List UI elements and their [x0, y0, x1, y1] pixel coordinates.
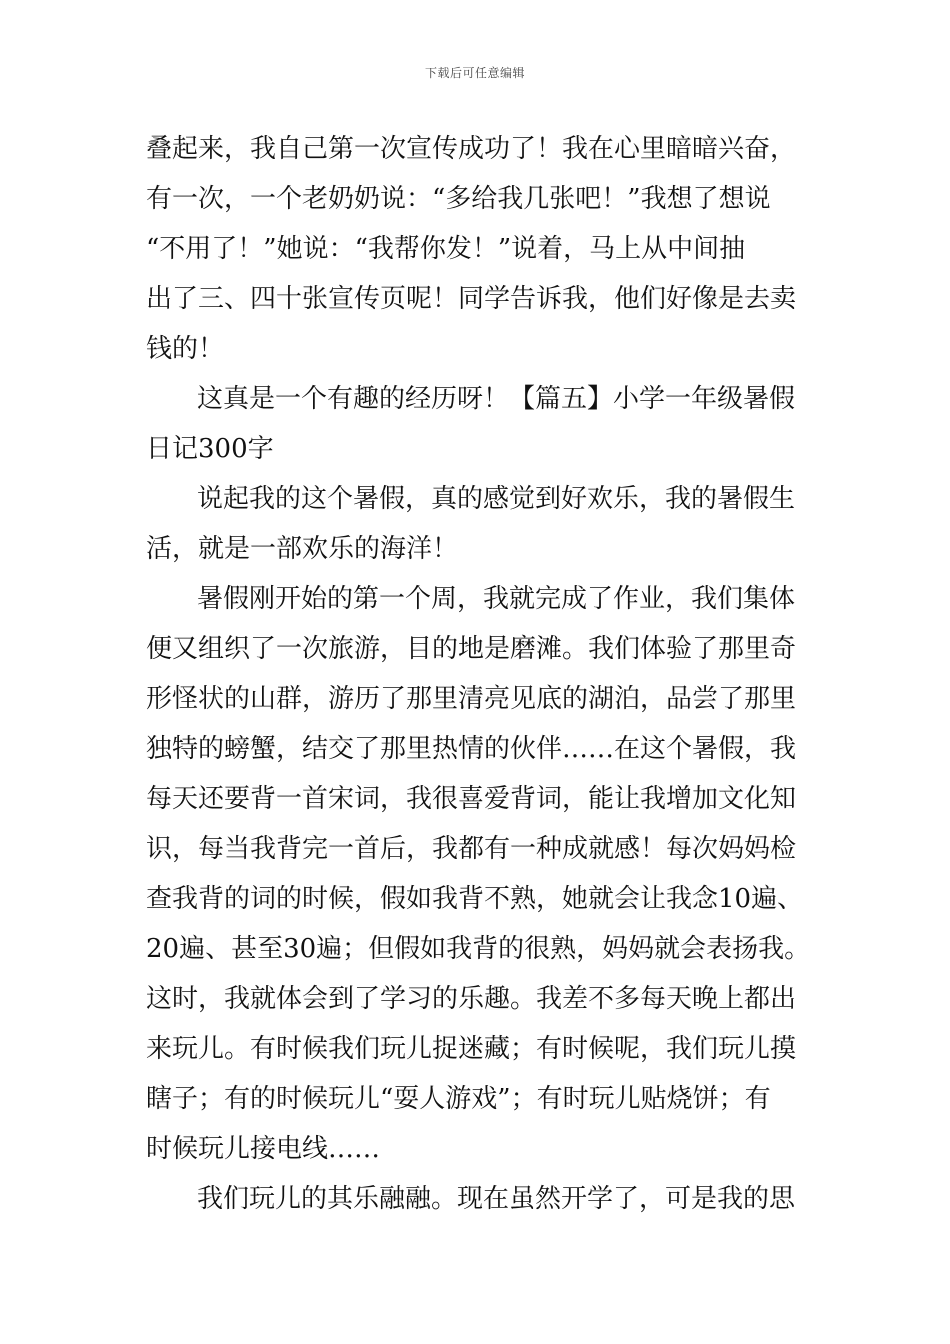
text-line: 活，就是一部欢乐的海洋！ [146, 534, 459, 564]
paragraph-first-line: 我们玩儿的其乐融融。现在虽然开学了，可是我的思 [197, 1184, 796, 1214]
paragraph-first-line: 这真是一个有趣的经历呀！【篇五】小学一年级暑假 [197, 384, 796, 414]
text-line: 独特的螃蟹，结交了那里热情的伙伴……在这个暑假，我 [146, 734, 797, 764]
text-line: 钱的！ [146, 334, 225, 364]
page-header: 下载后可任意编辑 [424, 66, 525, 80]
text-line: 20遍、甚至30遍；但假如我背的很熟，妈妈就会表扬我。 [146, 934, 811, 964]
text-line: 这时，我就体会到了学习的乐趣。我差不多每天晚上都出 [146, 984, 797, 1014]
text-line: 形怪状的山群，游历了那里清亮见底的湖泊，品尝了那里 [146, 684, 797, 714]
text-line: 有一次，一个老奶奶说：“多给我几张吧！”我想了想说 [146, 184, 771, 214]
text-line: 识，每当我背完一首后，我都有一种成就感！每次妈妈检 [146, 834, 797, 864]
text-line: 瞎子；有的时候玩儿“耍人游戏”；有时玩儿贴烧饼；有 [146, 1084, 771, 1114]
paragraph-first-line: 说起我的这个暑假，真的感觉到好欢乐，我的暑假生 [197, 484, 796, 514]
text-line: 时候玩儿接电线…… [146, 1134, 381, 1164]
text-line: 便又组织了一次旅游，目的地是磨滩。我们体验了那里奇 [146, 634, 797, 664]
text-line: 出了三、四十张宣传页呢！同学告诉我，他们好像是去卖 [146, 284, 797, 314]
text-line: 叠起来，我自己第一次宣传成功了！我在心里暗暗兴奋， [146, 134, 797, 164]
text-line: 查我背的词的时候，假如我背不熟，她就会让我念10遍、 [146, 884, 804, 914]
text-line: 日记300字 [146, 434, 274, 464]
paragraph-first-line: 暑假刚开始的第一个周，我就完成了作业，我们集体 [197, 584, 796, 614]
text-line: “不用了！”她说：“我帮你发！”说着，马上从中间抽 [146, 234, 746, 264]
text-line: 每天还要背一首宋词，我很喜爱背词，能让我增加文化知 [146, 784, 797, 814]
text-line: 来玩儿。有时候我们玩儿捉迷藏；有时候呢，我们玩儿摸 [146, 1034, 797, 1064]
